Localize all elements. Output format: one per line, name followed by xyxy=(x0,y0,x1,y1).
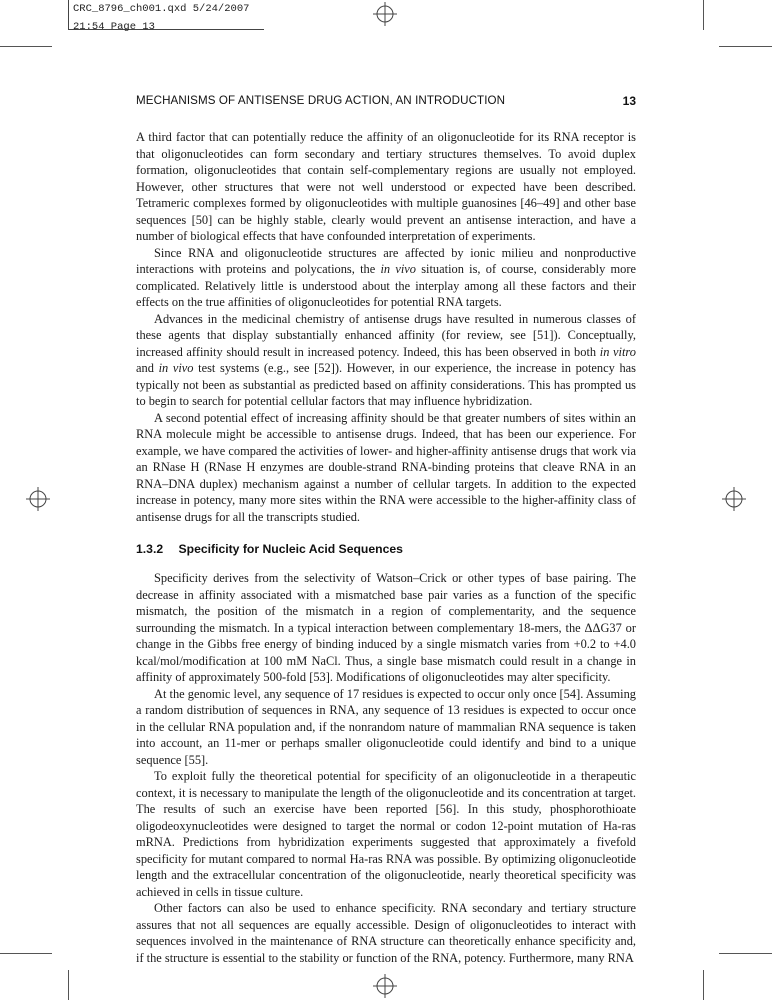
paragraph xyxy=(136,768,636,900)
paragraph xyxy=(136,245,636,311)
text-run: Other factors can also be used to enhance specificity. RNA secondary and tertiary structure assures that not all sequences are equally accessible. Design of oligonucleotides to interact with sequences involved in the maintenance of RNA structure can theoretically enhance specificity and, if the structure is essential to the stability or function of the RNA, potency. Furthermore, many RNA xyxy=(136,901,636,965)
text-run: Advances in the medicinal chemistry of antisense drugs have resulted in numerous classes of these agents that display substantially enhanced affinity (for review, see [51]). Conceptually, increased affinity should result in increased potency. Indeed, this has been observed in both xyxy=(136,311,636,359)
text-run: A second potential effect of increasing affinity should be that greater numbers of sites within an RNA molecule might be accessible to antisense drugs. Indeed, that has been our experience. For example, we have compared the activities of lower- and higher-affinity antisense drugs that work via an RNase H (RNase H enzymes are double-strand RNA-binding proteins that cleave RNA in an RNA–DNA duplex) mechanism against a number of cellular targets. In addition to the expected increase in potency, many more sites within the RNA were accessible to the higher-affinity class of antisense drugs for all the transcripts studied. xyxy=(136,410,636,524)
registration-mark-icon xyxy=(373,2,397,26)
text-run: and xyxy=(136,361,159,375)
registration-mark-icon xyxy=(722,487,746,511)
text-run: situation is, of course, considerably more complicated. Relatively little is understood about the interplay among all these factors and their effects on the true affinities of oligonucleotides for potential RNA targets. xyxy=(136,262,636,309)
italic-text: in vivo xyxy=(380,262,416,276)
crop-mark xyxy=(703,970,704,1000)
running-head: MECHANISMS OF ANTISENSE DRUG ACTION, AN INTRODUCTION xyxy=(136,94,506,107)
text-run: A third factor that can potentially reduce the affinity of an oligonucleotide for its RNA receptor is that oligonucleotides can form secondary and tertiary structures themselves. To avoid duplex formation, oligonucleotides that contain self-complementary regions are usually not employed. However, other structures that were not well understood or expected have been described. Tetrameric complexes formed by oligonucleotides with multiple guanosines [46–49] and other base sequences [50] can be highly stable, clearly would prevent an antisense interaction, and have a number of biological effects that have confounded interpretation of experiments. xyxy=(136,130,636,243)
paragraph xyxy=(136,686,636,769)
page-number: 13 xyxy=(622,94,636,108)
text-run: test systems (e.g., see [52]). However, in our experience, the increase in potency has typically not been as substantial as predicted based on affinity considerations. This has prompted us to begin to search for potential cellular factors that may influence hybridization. xyxy=(136,361,636,408)
paragraph xyxy=(136,570,636,686)
paragraph xyxy=(136,311,636,410)
crop-mark xyxy=(68,970,69,1000)
text-run: Specificity derives from the selectivity of Watson–Crick or other types of base pairing. The decrease in affinity associated with a mismatched base pair varies as a function of the specific mismatch, the position of the mismatch in a region of complementarity, and the sequence surrounding the mismatch. In a typical interaction between complementary 18-mers, the ΔΔG37 or change in the Gibbs free energy of binding induced by a single mismatch varies from +0.2 to +4.0 kcal/mol/modification at 100 mM NaCl. Thus, a single base mismatch could result in a change in affinity of approximately 500-fold [53]. Modifications of oligonucleotides may alter specificity. xyxy=(136,571,636,684)
paragraph xyxy=(136,900,636,966)
section-heading xyxy=(136,542,636,556)
registration-mark-icon xyxy=(373,974,397,998)
crop-mark xyxy=(0,953,52,954)
paragraph xyxy=(136,129,636,245)
section-title: Specificity for Nucleic Acid Sequences xyxy=(178,542,403,556)
print-slug: CRC_8796_ch001.qxd 5/24/2007 21:54 Page 13 xyxy=(68,0,264,30)
paragraphs-before xyxy=(136,129,636,525)
crop-mark xyxy=(719,953,772,954)
registration-mark-icon xyxy=(26,487,50,511)
body-text xyxy=(136,129,636,966)
italic-text: in vitro xyxy=(599,344,636,359)
crop-mark xyxy=(703,0,704,30)
paragraph xyxy=(136,410,636,526)
crop-mark xyxy=(719,46,772,47)
paragraphs-after xyxy=(136,570,636,966)
text-run: Since RNA and oligonucleotide structures are affected by ionic milieu and nonproductive interactions with proteins and polycations, the xyxy=(136,245,636,276)
text-run: To exploit fully the theoretical potential for specificity of an oligonucleotide in a therapeutic context, it is necessary to manipulate the length of the oligonucleotide and its concentration at target. The results of such an exercise have been reported [56]. In this study, phosphorothioate oligodeoxynucleotides were designed to target the normal or codon 12-point mutation of Ha-ras mRNA. Predictions from hybridization experiments suggested that approximately a fivefold specificity for mutant compared to normal Ha-ras RNA was possible. By optimizing oligonucleotide length and the extracellular concentration of the oligonucleotide, nearly theoretical specificity was achieved in cells in tissue culture. xyxy=(136,769,636,899)
crop-mark xyxy=(0,46,52,47)
text-run: At the genomic level, any sequence of 17 residues is expected to occur only once [54]. Assuming a random distribution of sequences in RNA, any sequence of 13 residues is expected to occur once in the cellular RNA population and, if the nonrandom nature of mammalian RNA sequence is taken into account, an 11-mer or perhaps smaller oligonucleotide could identify and bind to a unique sequence [55]. xyxy=(136,686,636,767)
section-number: 1.3.2 xyxy=(136,542,164,556)
italic-text: in vivo xyxy=(158,361,194,375)
